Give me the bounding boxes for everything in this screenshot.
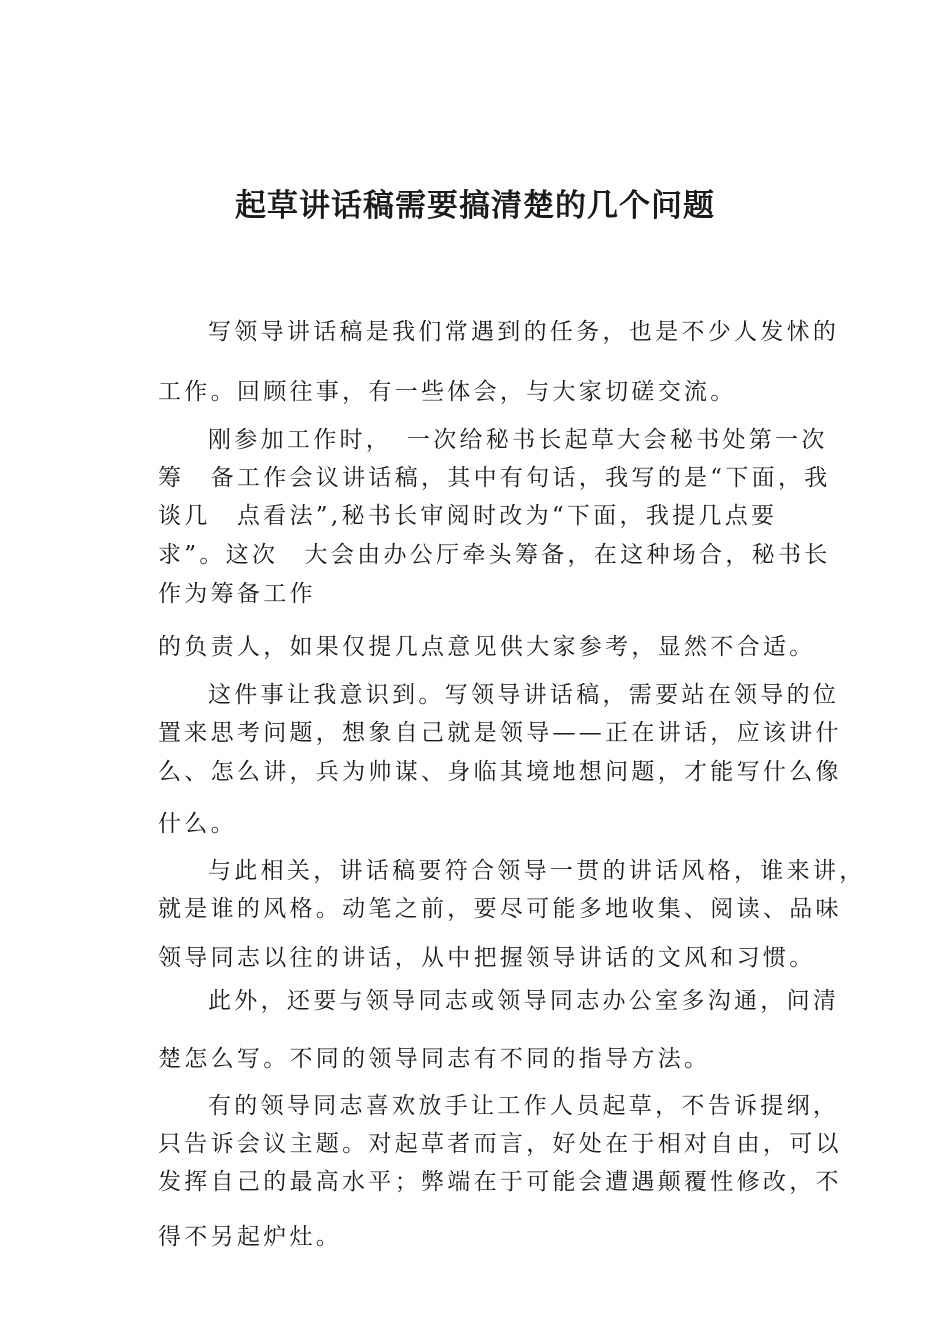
document-title: 起草讲话稿需要搞清楚的几个问题 [235, 188, 715, 224]
text-line: 就是谁的风格。动笔之前，要尽可能多地收集、阅读、品味 [158, 896, 842, 922]
text-line: 此外，还要与领导同志或领导同志办公室多沟通，问清 [208, 988, 840, 1014]
text-line: 筹 备工作会议讲话稿，其中有句话，我写的是“下面，我 [158, 465, 831, 491]
text-line: 写领导讲话稿是我们常遇到的任务，也是不少人发怵的 [208, 319, 840, 345]
text-line: 只告诉会议主题。对起草者而言，好处在于相对自由，可以 [158, 1131, 842, 1157]
text-line: 作为筹备工作 [158, 581, 316, 607]
text-line: 这件事让我意识到。写领导讲话稿，需要站在领导的位 [208, 682, 840, 708]
text-line: 发挥自己的最高水平；弊端在于可能会遭遇颠覆性修改，不 [158, 1169, 842, 1195]
text-line: 有的领导同志喜欢放手让工作人员起草，不告诉提纲， [208, 1093, 840, 1119]
text-line: 工作。回顾往事，有一些体会，与大家切磋交流。 [158, 379, 737, 405]
text-line: 领导同志以往的讲话，从中把握领导讲话的文风和习惯。 [158, 945, 816, 971]
text-line: 的负责人，如果仅提几点意见供大家参考，显然不合适。 [158, 634, 816, 660]
text-line: 么、怎么讲，兵为帅谋、身临其境地想问题，才能写什么像 [158, 759, 842, 785]
text-line: 谈几 点看法”,秘书长审阅时改为“下面，我提几点要 [158, 503, 778, 529]
text-line: 什么。 [158, 811, 237, 837]
text-line: 刚参加工作时， 一次给秘书长起草大会秘书处第一次 [208, 427, 828, 453]
text-line: 楚怎么写。不同的领导同志有不同的指导方法。 [158, 1046, 711, 1072]
text-line: 得不另起炉灶。 [158, 1224, 343, 1250]
text-line: 求”。这次 大会由办公厅牵头筹备，在这种场合，秘书长 [158, 542, 831, 568]
text-line: 与此相关，讲话稿要符合领导一贯的讲话风格，谁来讲， [208, 858, 866, 884]
text-line: 置来思考问题，想象自己就是领导——正在讲话，应该讲什 [158, 720, 842, 746]
